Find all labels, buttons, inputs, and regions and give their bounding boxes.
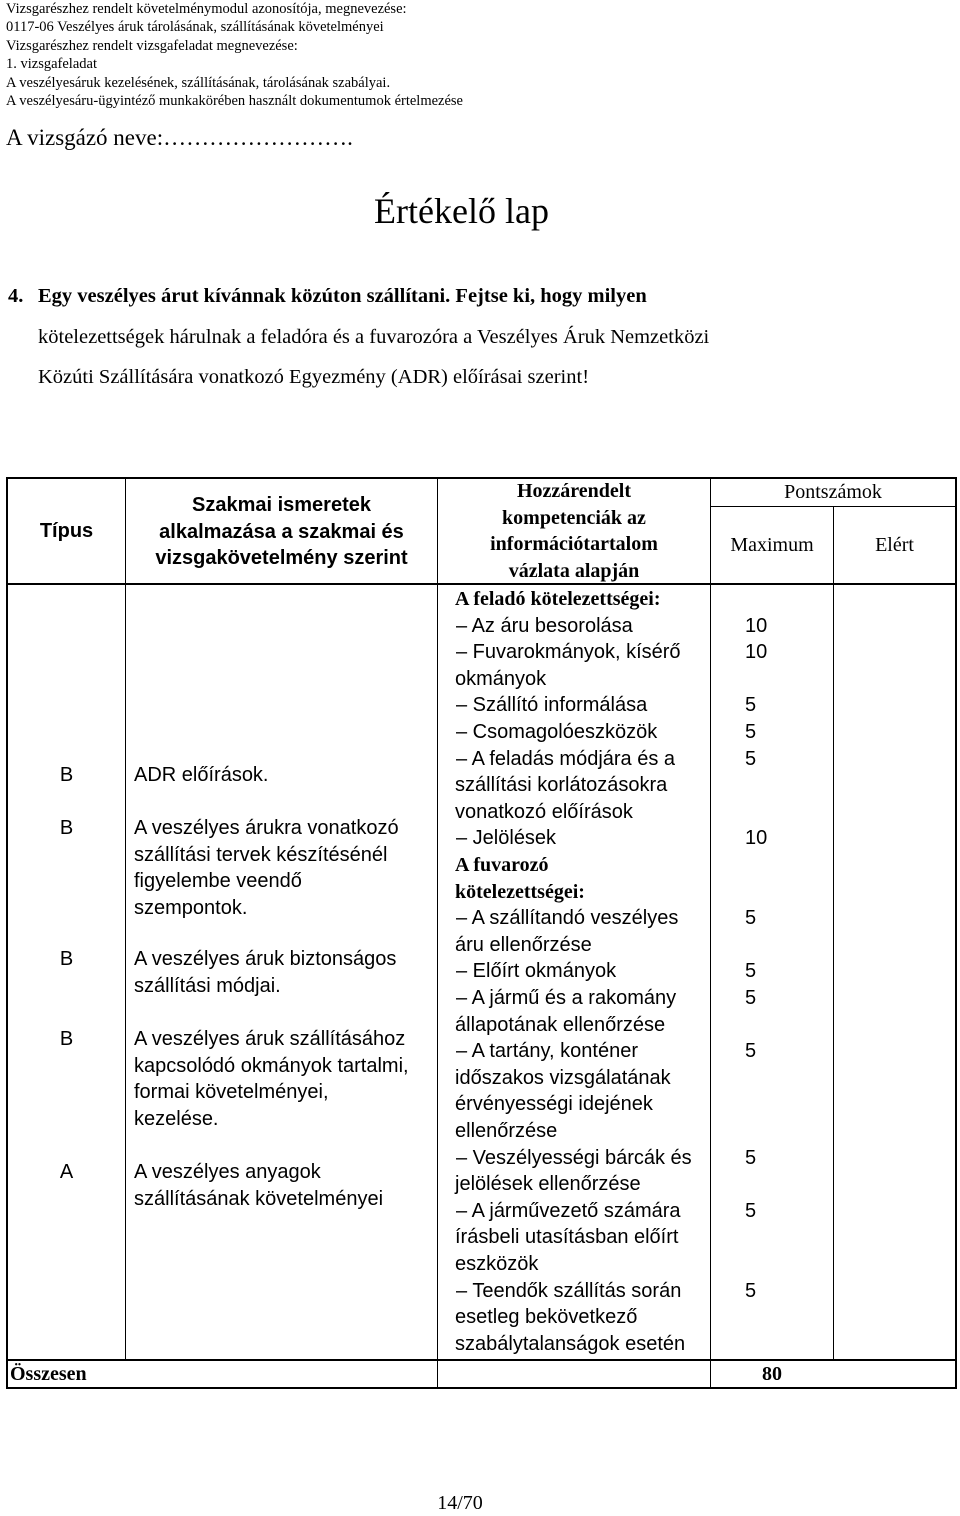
header-knowledge-line: Szakmai ismeretek — [191, 494, 371, 516]
knowledge-line: figyelembe veendő — [134, 870, 302, 893]
header-knowledge — [126, 492, 437, 572]
task-number: 4. — [8, 285, 24, 307]
type-cell: B — [59, 1028, 74, 1050]
competence-line: érvényességi idejének — [455, 1093, 653, 1116]
header-knowledge-line: vizsgakövetelmény szerint — [155, 547, 408, 570]
task-line: kötelezettségek hárulnak a feladóra és a fuvarozóra a Veszélyes Áruk Nemzetközi — [38, 325, 710, 348]
header-competence — [438, 478, 710, 584]
header-block — [6, 0, 463, 110]
maximum-points: 5 — [745, 721, 757, 743]
competence-line: szállítási korlátozásokra — [455, 774, 668, 797]
knowledge-line: szállításának követelményei — [134, 1187, 384, 1210]
competence-line: – A szállítandó veszélyes — [456, 907, 679, 930]
maximum-points: 10 — [745, 641, 768, 664]
header-competence-line: vázlata alapján — [508, 559, 640, 582]
knowledge-line: A veszélyes anyagok — [134, 1161, 321, 1183]
total-value: 80 — [762, 1363, 782, 1385]
competence-line: – A tartány, konténer — [456, 1040, 638, 1063]
col-divider-2 — [437, 477, 438, 1389]
maximum-points: 5 — [745, 987, 757, 1009]
competence-line: esetleg bekövetkező — [455, 1306, 638, 1329]
maximum-points: 5 — [745, 960, 757, 983]
competence-line: időszakos vizsgálatának — [455, 1066, 671, 1089]
competence-line: – A járművezető számára — [456, 1199, 681, 1222]
competence-line: A fuvarozó — [455, 854, 549, 876]
maximum-points: 10 — [745, 614, 768, 637]
table-border-top — [6, 477, 956, 479]
task-line: Egy veszélyes árut kívánnak közúton szállítani. Fejtse ki, hogy milyen — [38, 285, 647, 307]
maximum-points: 5 — [745, 694, 757, 717]
knowledge-item — [134, 815, 434, 921]
page-title-text: Értékelő lap — [374, 191, 549, 231]
competence-line: – Fuvarokmányok, kísérő — [456, 641, 681, 664]
table-border-right — [955, 477, 957, 1389]
header-line: 0117-06 Veszélyes áruk tárolásának, szállításának követelményei — [6, 19, 384, 36]
task-text — [8, 276, 898, 398]
type-cell: B — [59, 817, 74, 839]
knowledge-item — [134, 1159, 434, 1212]
header-achieved: Elért — [875, 534, 914, 556]
competence-line: – A feladás módjára és a — [456, 747, 676, 770]
page-title — [0, 190, 960, 232]
page-number-text: 14/70 — [437, 1492, 483, 1514]
competence-line: írásbeli utasításban előírt — [455, 1226, 679, 1249]
maximum-points: 5 — [745, 1146, 757, 1169]
header-line: A veszélyesáru-ügyintéző munkakörében használt dokumentumok értelmezése — [6, 93, 463, 110]
header-line: A veszélyesáruk kezelésének, szállításának, tárolásának szabályai. — [6, 74, 391, 91]
competence-line: ellenőrzése — [455, 1120, 558, 1142]
table-border-left — [6, 477, 8, 1389]
knowledge-line: szállítási tervek készítésénél — [134, 843, 388, 866]
header-competence-line: kompetenciák az — [502, 506, 646, 529]
header-points: Pontszámok — [784, 481, 882, 503]
col-divider-3 — [710, 477, 711, 1389]
competence-line: – Teendők szállítás során — [456, 1279, 682, 1302]
competence-line: áru ellenőrzése — [455, 933, 592, 956]
total-label: Összesen — [10, 1363, 87, 1385]
maximum-points: 5 — [745, 907, 757, 930]
task-line: Közúti Szállítására vonatkozó Egyezmény (ADR) előírásai szerint! — [38, 366, 590, 388]
knowledge-line: formai követelményei, — [134, 1081, 329, 1104]
header-type: Típus — [39, 520, 94, 542]
candidate-name: A vizsgázó neve:……………………. — [6, 125, 353, 150]
header-line: 1. vizsgafeladat — [6, 56, 97, 73]
points-divider — [710, 506, 956, 507]
competence-line: okmányok — [455, 667, 547, 690]
knowledge-line: A veszélyes áruk biztonságos — [134, 948, 397, 970]
competence-line: – Veszélyességi bárcák és — [456, 1146, 692, 1169]
table-border-bottom — [6, 1387, 956, 1389]
header-bottom-border — [6, 583, 956, 585]
competence-line: eszközök — [455, 1253, 539, 1275]
type-cell: B — [59, 948, 74, 970]
header-line: Vizsgarészhez rendelt vizsgafeladat megnevezése: — [6, 37, 298, 54]
type-cell: B — [59, 764, 74, 786]
competence-line: jelölések ellenőrzése — [455, 1173, 641, 1196]
header-competence-line: információtartalom — [490, 533, 658, 556]
knowledge-line: A veszélyes áruk szállításához — [134, 1028, 406, 1050]
competence-line: – Csomagolóeszközök — [456, 721, 658, 743]
competence-line: – Előírt okmányok — [456, 960, 617, 983]
knowledge-line: ADR előírások. — [134, 764, 269, 786]
knowledge-line: kezelése. — [134, 1107, 219, 1130]
competence-line: szabálytalanságok esetén — [455, 1332, 686, 1355]
maximum-points: 5 — [745, 1199, 757, 1222]
knowledge-line: A veszélyes árukra vonatkozó — [134, 817, 399, 839]
knowledge-item — [134, 762, 434, 789]
competence-line: kötelezettségei: — [455, 880, 585, 903]
header-knowledge-line: alkalmazása a szakmai és — [159, 520, 404, 543]
col-divider-1 — [125, 477, 126, 1360]
type-cell: A — [59, 1161, 74, 1183]
maximum-points: 5 — [745, 1040, 757, 1063]
total-top-border — [6, 1359, 956, 1361]
competence-line: – Szállító informálása — [456, 694, 648, 717]
competence-line: A feladó kötelezettségei: — [455, 588, 661, 610]
col-divider-4 — [833, 506, 834, 1360]
knowledge-item — [134, 1026, 434, 1132]
maximum-points: 5 — [745, 747, 757, 770]
knowledge-line: szállítási módjai. — [134, 974, 281, 997]
maximum-points: 10 — [745, 827, 768, 850]
header-maximum: Maximum — [730, 534, 814, 556]
page-number — [0, 1492, 960, 1515]
knowledge-line: szempontok. — [134, 896, 248, 919]
knowledge-line: kapcsolódó okmányok tartalmi, — [134, 1054, 409, 1077]
knowledge-item — [134, 946, 434, 999]
header-competence-line: Hozzárendelt — [516, 480, 632, 502]
competence-line: állapotának ellenőrzése — [455, 1013, 666, 1036]
header-line: Vizsgarészhez rendelt követelménymodul azonosítója, megnevezése: — [6, 1, 407, 17]
competence-line: vonatkozó előírások — [455, 800, 633, 823]
maximum-points: 5 — [745, 1279, 757, 1302]
competence-line: – Jelölések — [456, 827, 557, 850]
competence-line: – A jármű és a rakomány — [456, 987, 677, 1009]
competence-line: – Az áru besorolása — [456, 614, 633, 637]
